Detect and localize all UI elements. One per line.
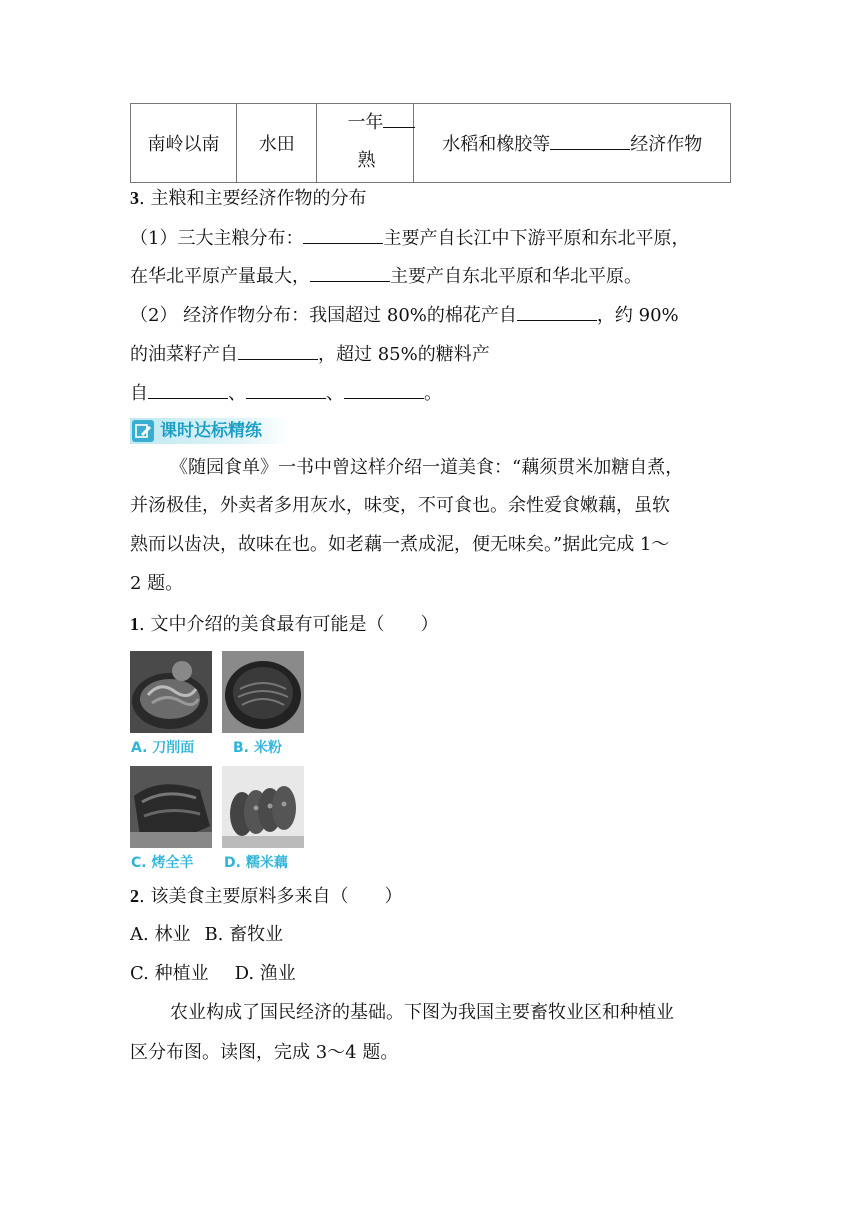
cell-crops (414, 104, 731, 183)
sep: 、 (228, 383, 246, 404)
section3-p2-line1 (130, 302, 679, 328)
cell-land: 水田 (237, 104, 317, 183)
crops-after: 经济作物 (630, 134, 703, 155)
option-d-label: D. 糯米藕 (224, 855, 288, 871)
p2-c: ，超过 85%的糖料产 (318, 344, 490, 365)
cell-ripen (317, 104, 414, 183)
p1-b: 在华北平原产量最大， (130, 266, 310, 287)
q2-stem (130, 884, 402, 909)
option-c-photo[interactable] (130, 766, 212, 848)
sep: 、 (326, 383, 344, 404)
section3-p2-line3 (130, 380, 442, 406)
q2-option-c[interactable]: C. 种植业 (130, 963, 209, 984)
passage1-line3: 熟而以齿决，故味在也。如老藕一煮成泥，便无味矣。”据此完成 1～ (130, 534, 670, 555)
q2-option-a[interactable]: A. 林业 (130, 924, 191, 945)
p1-c: 主要产自东北平原和华北平原。 (390, 266, 642, 287)
option-a-photo[interactable] (130, 651, 212, 733)
p1-a: 主要产自长江中下游平原和东北平原， (383, 228, 690, 249)
option-a-label: A. 刀削面 (131, 740, 195, 756)
option-c-label: C. 烤全羊 (131, 855, 194, 871)
end-mark: 。 (424, 383, 442, 404)
answer-blank[interactable] (238, 341, 318, 360)
q2-num: 2 (130, 886, 139, 906)
option-b-photo[interactable] (222, 651, 304, 733)
section3-num: 3 (130, 188, 139, 208)
answer-blank[interactable] (517, 302, 597, 321)
section3-title (130, 186, 366, 211)
q2-options-row2 (130, 962, 296, 986)
p2-d: 自 (130, 383, 148, 404)
p2-label: （2） 经济作物分布：我国超过 80%的棉花产自 (130, 305, 517, 326)
answer-blank[interactable] (310, 263, 390, 282)
section3-p1-line2 (130, 263, 642, 289)
cell-region: 南岭以南 (131, 104, 237, 183)
option-b-label: B. 米粉 (233, 740, 282, 756)
passage1-line4: 2 题。 (130, 573, 184, 594)
answer-blank[interactable] (246, 380, 326, 399)
q2-option-d[interactable]: D. 渔业 (234, 963, 296, 984)
section3-p2-line2 (130, 341, 490, 367)
p1-label: （1）三大主粮分布： (130, 228, 304, 249)
answer-blank[interactable] (303, 225, 383, 244)
p2-b: 的油菜籽产自 (130, 344, 238, 365)
q1-stem (130, 612, 438, 637)
p2-a: ，约 90% (596, 305, 679, 326)
table-row (131, 104, 731, 183)
q1-num: 1 (130, 614, 139, 634)
option-d-photo[interactable] (222, 766, 304, 848)
q2-option-b[interactable]: B. 畜牧业 (204, 924, 284, 945)
section3-p1-line1 (130, 225, 689, 251)
section-banner (130, 418, 290, 444)
passage1-line1: 《随园食单》一书中曾这样介绍一道美食：“藕须贯米加糖自煮， (170, 457, 684, 478)
answer-blank[interactable] (148, 380, 228, 399)
ripen-bottom: 熟 (357, 150, 376, 171)
crops-before: 水稻和橡胶等 (442, 134, 551, 155)
passage1-line2: 并汤极佳，外卖者多用灰水，味变，不可食也。余性爱食嫩藕，虽软 (130, 495, 670, 516)
q1-text: . 文中介绍的美食最有可能是（ ） (139, 614, 439, 635)
answer-blank[interactable] (344, 380, 424, 399)
q2-options-row1 (130, 923, 283, 947)
answer-blank[interactable] (550, 131, 630, 150)
passage2-line1: 农业构成了国民经济的基础。下图为我国主要畜牧业区和种植业 (170, 1002, 674, 1023)
q2-text: . 该美食主要原料多来自（ ） (139, 886, 403, 907)
ripen-top: 一年 (347, 112, 384, 133)
section3-title-text: . 主粮和主要经济作物的分布 (139, 188, 367, 209)
pencil-icon (132, 420, 154, 442)
answer-blank[interactable] (383, 109, 415, 128)
banner-label: 课时达标精练 (160, 421, 262, 441)
passage2-line2: 区分布图。读图，完成 3～4 题。 (130, 1042, 399, 1063)
crop-table (130, 103, 731, 183)
